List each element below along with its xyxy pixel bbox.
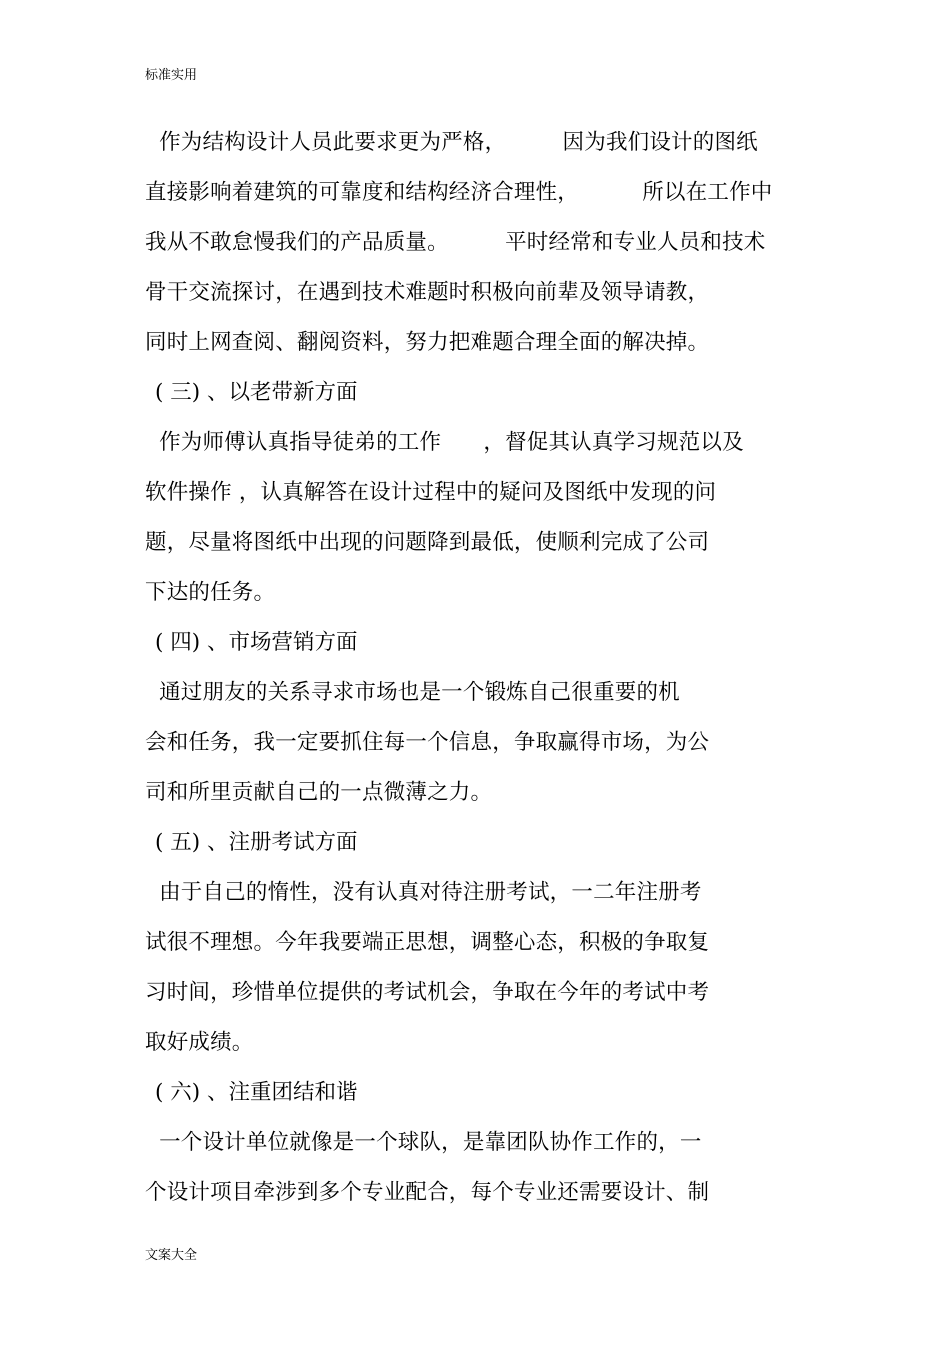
paragraph-line: 个设计项目牵涉到多个专业配合，每个专业还需要设计、制	[145, 1180, 710, 1205]
paragraph-line: 骨干交流探讨，在遇到技术难题时积极向前辈及领导请教，	[145, 280, 710, 305]
section-heading: ( 五) 、注册考试方面	[155, 830, 358, 855]
document-body	[145, 118, 825, 1218]
paragraph-line: 作为结构设计人员此要求更为严格， 因为我们设计的图纸	[145, 130, 758, 155]
paragraph-line: 软件操作 ，认真解答在设计过程中的疑问及图纸中发现的问	[145, 480, 717, 505]
paragraph-line: 习时间，珍惜单位提供的考试机会，争取在今年的考试中考	[145, 980, 710, 1005]
paragraph-line: 我从不敢怠慢我们的产品质量。 平时经常和专业人员和技术	[145, 230, 766, 255]
paragraph-line: 由于自己的惰性，没有认真对待注册考试，一二年注册考	[145, 880, 702, 905]
paragraph-line: 作为师傅认真指导徒弟的工作 ，督促其认真学习规范以及	[145, 430, 744, 455]
paragraph-line: 题，尽量将图纸中出现的问题降到最低，使顺利完成了公司	[145, 530, 710, 555]
paragraph-line: 司和所里贡献自己的一点微薄之力。	[145, 780, 493, 805]
page-header: 标准实用	[145, 68, 198, 83]
paragraph-line: 会和任务，我一定要抓住每一个信息，争取赢得市场，为公	[145, 730, 710, 755]
paragraph-line: 一个设计单位就像是一个球队，是靠团队协作工作的，一	[145, 1130, 702, 1155]
paragraph-line: 下达的任务。	[145, 580, 276, 605]
section-heading: ( 三) 、以老带新方面	[155, 380, 358, 405]
page-footer: 文案大全	[145, 1248, 198, 1263]
section-heading: ( 四) 、市场营销方面	[155, 630, 358, 655]
section-heading: ( 六) 、注重团结和谐	[155, 1080, 358, 1105]
paragraph-line: 取好成绩。	[145, 1030, 254, 1055]
paragraph-line: 同时上网查阅、翻阅资料，努力把难题合理全面的解决掉。	[145, 330, 710, 355]
paragraph-line: 直接影响着建筑的可靠度和结构经济合理性， 所以在工作中	[145, 180, 773, 205]
paragraph-line: 通过朋友的关系寻求市场也是一个锻炼自己很重要的机	[145, 680, 680, 705]
paragraph-line: 试很不理想。今年我要端正思想，调整心态，积极的争取复	[145, 930, 710, 955]
